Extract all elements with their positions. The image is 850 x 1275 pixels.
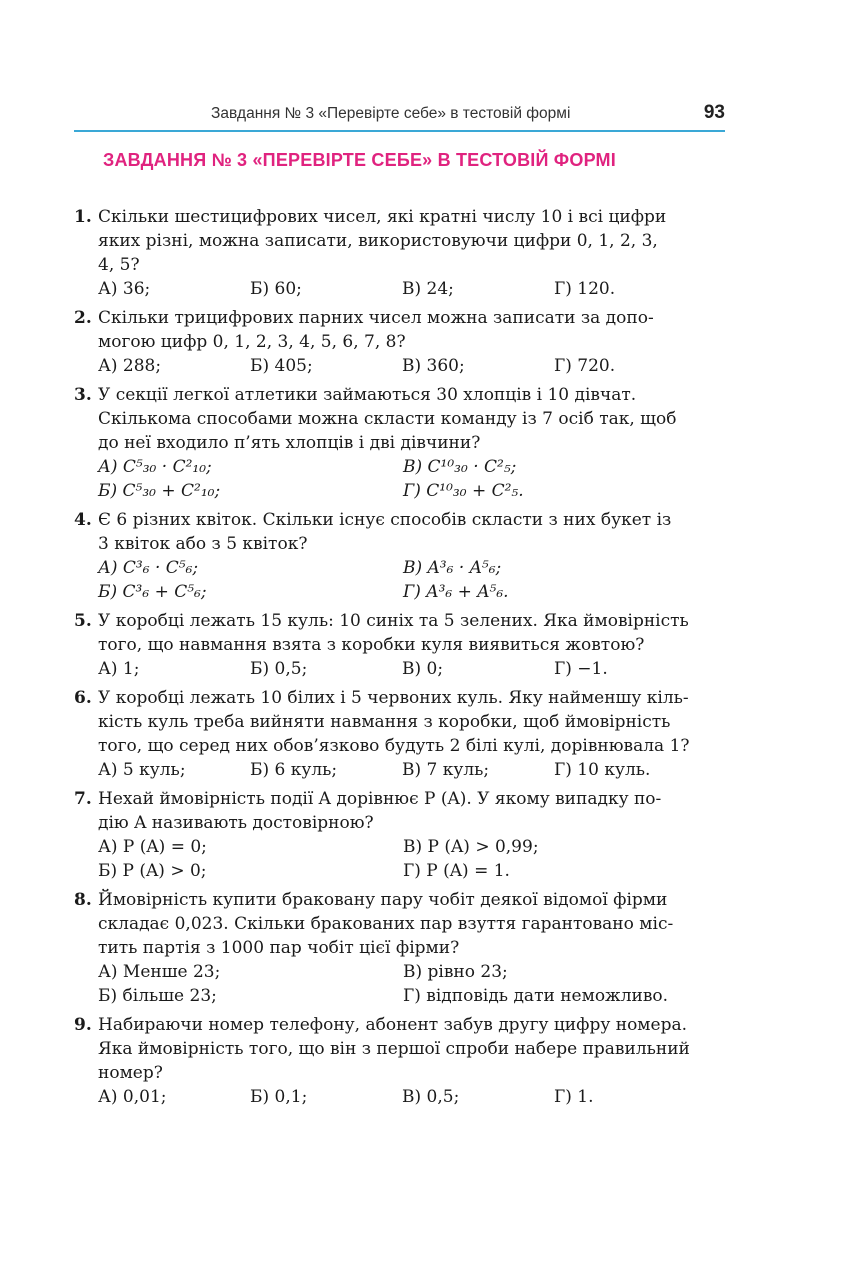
question-line: складає 0,023. Скільки бракованих пар взуття гарантовано міс- [98,914,674,934]
question-line: тить партія з 1000 пар чобіт цієї фірми? [98,938,460,958]
answer-option: Г) 720. [554,356,616,376]
answer-options [98,455,727,479]
answer-option: В) 24; [402,279,454,299]
question-line: Набираючи номер телефону, абонент забув другу цифру номера. [98,1015,688,1035]
answer-option: Б) 60; [250,279,302,299]
answer-options [98,859,727,883]
question-line: Ймовірність купити браковану пару чобіт деякої відомої фірми [98,890,668,910]
question-number: 8. [74,890,92,910]
answer-options [98,277,727,301]
question-4 [74,508,727,604]
question-line: Скількома способами можна скласти команду із 7 осіб так, щоб [98,409,677,429]
answer-option: Г) 10 куль. [554,760,651,780]
answer-option: Г) P (A) = 1. [403,861,510,881]
question-number: 2. [74,308,92,328]
section-title: ЗАВДАННЯ № 3 «ПЕРЕВІРТЕ СЕБЕ» В ТЕСТОВІЙ ФОРМІ [103,150,616,170]
question-line: яких різні, можна записати, використовуючи цифри 0, 1, 2, 3, [98,231,658,251]
answer-option: В) 0,5; [402,1087,460,1107]
answer-option: А) 36; [98,279,151,299]
question-7 [74,787,727,883]
answer-option: В) C¹⁰₃₀ · C²₅; [403,457,517,477]
question-line: 4, 5? [98,255,140,275]
answer-option: Б) C⁵₃₀ + C²₁₀; [98,481,221,501]
answer-option: Г) 120. [554,279,616,299]
answer-option: В) 7 куль; [402,760,490,780]
answer-options [98,479,727,503]
answer-option: В) рівно 23; [403,962,508,982]
question-number: 4. [74,510,92,530]
answer-option: Б) 6 куль; [250,760,338,780]
answer-option: Б) 405; [250,356,313,376]
question-line: того, що серед них обов’язково будуть 2 білі кулі, дорівнювала 1? [98,736,690,756]
answer-option: В) A³₆ · A⁵₆; [403,558,502,578]
question-line: Скільки трицифрових парних чисел можна записати за допо- [98,308,654,328]
question-3 [74,383,727,503]
running-title: Завдання № 3 «Перевірте себе» в тестовій формі [211,105,571,122]
question-5 [74,609,727,681]
question-line: Нехай ймовірність події A дорівнює P (A). У якому випадку по- [98,789,662,809]
answer-option: А) C⁵₃₀ · C²₁₀; [98,457,212,477]
answer-option: А) 1; [98,659,140,679]
answer-option: Г) A³₆ + A⁵₆. [403,582,509,602]
question-line: У коробці лежать 10 білих і 5 червоних куль. Яку найменшу кіль- [98,688,689,708]
answer-option: А) 5 куль; [98,760,186,780]
answer-option: Г) 1. [554,1087,594,1107]
answer-options [98,657,727,681]
answer-option: А) C³₆ · C⁵₆; [98,558,199,578]
page-number: 93 [703,102,725,123]
question-6 [74,686,727,782]
answer-option: Г) C¹⁰₃₀ + C²₅. [403,481,524,501]
question-2 [74,306,727,378]
question-line: Яка ймовірність того, що він з першої спроби набере правильний [98,1039,690,1059]
answer-option: А) P (A) = 0; [98,837,207,857]
question-line: дію A називають достовірною? [98,813,374,833]
answer-options [98,984,727,1008]
answer-option: В) P (A) > 0,99; [403,837,539,857]
question-number: 6. [74,688,92,708]
question-line: до неї входило п’ять хлопців і дві дівчини? [98,433,481,453]
answer-option: В) 0; [402,659,444,679]
question-line: У секції легкої атлетики займаються 30 хлопців і 10 дівчат. [98,385,637,405]
question-line: кість куль треба вийняти навмання з коробки, щоб ймовірність [98,712,671,732]
question-line: Скільки шестицифрових чисел, які кратні числу 10 і всі цифри [98,207,667,227]
answer-option: Б) 0,1; [250,1087,308,1107]
answer-option: Б) P (A) > 0; [98,861,207,881]
question-line: того, що навмання взята з коробки куля виявиться жовтою? [98,635,645,655]
question-number: 7. [74,789,92,809]
answer-option: Б) більше 23; [98,986,217,1006]
answer-options [98,1085,727,1109]
answer-options [98,580,727,604]
question-9 [74,1013,727,1109]
question-line: У коробці лежать 15 куль: 10 синіх та 5 зелених. Яка ймовірність [98,611,689,631]
answer-option: Б) C³₆ + C⁵₆; [98,582,207,602]
answer-options [98,835,727,859]
question-line: 3 квіток або з 5 квіток? [98,534,308,554]
answer-options [98,960,727,984]
running-header [74,100,725,132]
answer-option: Г) −1. [554,659,608,679]
question-list [74,205,727,1114]
question-number: 9. [74,1015,92,1035]
question-line: Є 6 різних квіток. Скільки існує способів скласти з них букет із [98,510,672,530]
answer-options [98,556,727,580]
answer-option: А) 0,01; [98,1087,167,1107]
answer-options [98,354,727,378]
question-number: 1. [74,207,92,227]
answer-options [98,758,727,782]
question-line: номер? [98,1063,163,1083]
answer-option: А) Менше 23; [98,962,221,982]
answer-option: Б) 0,5; [250,659,308,679]
question-1 [74,205,727,301]
answer-option: А) 288; [98,356,162,376]
answer-option: Г) відповідь дати неможливо. [403,986,669,1006]
question-line: могою цифр 0, 1, 2, 3, 4, 5, 6, 7, 8? [98,332,406,352]
answer-option: В) 360; [402,356,465,376]
question-8 [74,888,727,1008]
question-number: 5. [74,611,92,631]
question-number: 3. [74,385,92,405]
